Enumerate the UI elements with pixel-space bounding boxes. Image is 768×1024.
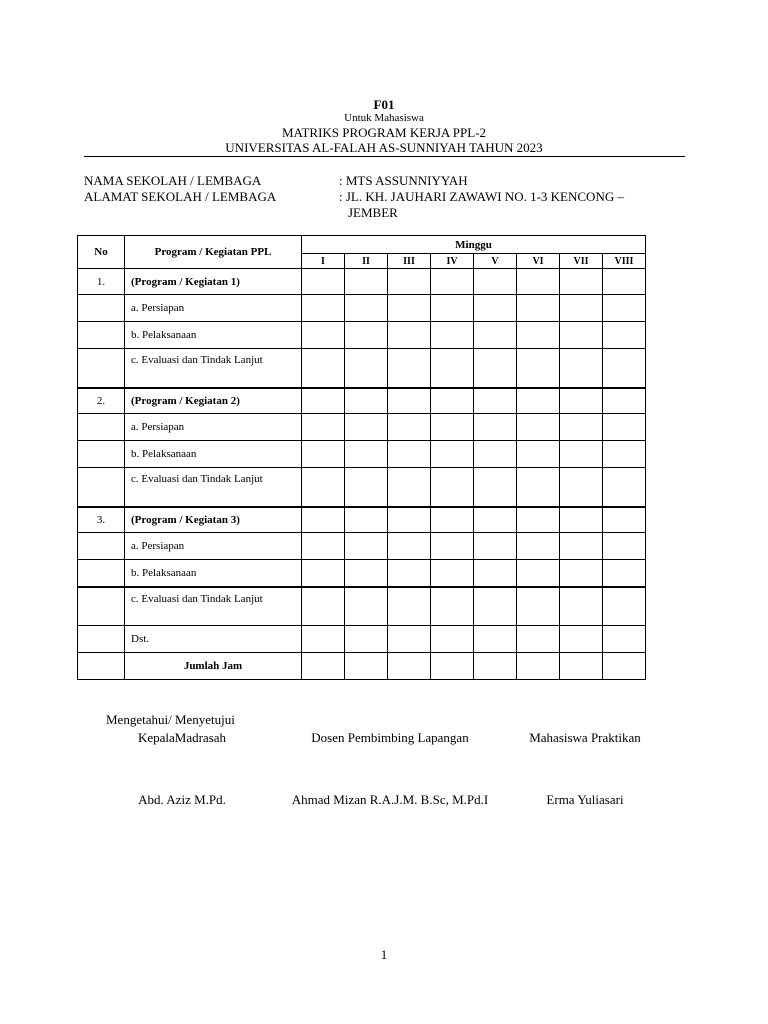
week-cell — [603, 295, 646, 322]
week-cell — [302, 269, 345, 295]
week-cell — [431, 295, 474, 322]
week-cell — [517, 560, 560, 587]
school-label: NAMA SEKOLAH / LEMBAGA — [84, 173, 262, 188]
week-cell — [603, 626, 646, 653]
week-cell — [345, 653, 388, 680]
week-cell — [474, 533, 517, 560]
week-cell — [474, 295, 517, 322]
week-header: III — [388, 254, 431, 269]
week-cell — [431, 533, 474, 560]
row-number — [78, 441, 125, 468]
week-cell — [603, 269, 646, 295]
week-cell — [560, 626, 603, 653]
student-role: Mahasiswa Praktikan — [529, 730, 641, 745]
week-cell — [302, 322, 345, 349]
week-cell — [560, 587, 603, 626]
week-cell — [560, 468, 603, 507]
program-title: (Program / Kegiatan 3) — [125, 507, 302, 533]
table-row — [78, 414, 646, 441]
week-cell — [474, 441, 517, 468]
row-number — [78, 560, 125, 587]
week-cell — [431, 587, 474, 626]
week-header: V — [474, 254, 517, 269]
week-cell — [560, 533, 603, 560]
week-cell — [517, 533, 560, 560]
table-row — [78, 560, 646, 587]
week-header: I — [302, 254, 345, 269]
approval-line: Mengetahui/ Menyetujui — [106, 712, 235, 727]
week-cell — [388, 349, 431, 388]
week-cell — [474, 322, 517, 349]
form-code: F01 — [373, 97, 395, 112]
week-cell — [560, 322, 603, 349]
program-step: a. Persiapan — [125, 295, 302, 322]
week-cell — [474, 388, 517, 414]
week-cell — [388, 468, 431, 507]
week-cell — [388, 560, 431, 587]
row-number — [78, 626, 125, 653]
week-cell — [302, 468, 345, 507]
week-cell — [560, 507, 603, 533]
col-weeks-header: Minggu — [302, 236, 646, 254]
table-row — [78, 295, 646, 322]
week-cell — [560, 560, 603, 587]
week-cell — [517, 295, 560, 322]
week-cell — [560, 269, 603, 295]
row-number — [78, 468, 125, 507]
week-cell — [474, 468, 517, 507]
week-cell — [603, 414, 646, 441]
week-cell — [517, 269, 560, 295]
week-cell — [345, 414, 388, 441]
week-cell — [431, 414, 474, 441]
table-row — [78, 587, 646, 626]
week-cell — [302, 295, 345, 322]
row-number — [78, 322, 125, 349]
table-row — [78, 349, 646, 388]
table-row — [78, 507, 646, 533]
address-value-cont: JEMBER — [348, 205, 398, 220]
table-row — [78, 653, 646, 680]
week-cell — [474, 587, 517, 626]
week-cell — [431, 349, 474, 388]
header-divider — [84, 156, 685, 157]
week-cell — [302, 388, 345, 414]
week-cell — [431, 269, 474, 295]
program-matrix-table — [77, 235, 646, 680]
table-row — [78, 388, 646, 414]
table-row — [78, 269, 646, 295]
week-cell — [474, 626, 517, 653]
week-header: II — [345, 254, 388, 269]
week-cell — [345, 322, 388, 349]
form-title: MATRIKS PROGRAM KERJA PPL-2 — [281, 125, 487, 140]
total-hours-label: Jumlah Jam — [125, 653, 302, 680]
supervisor-name: Ahmad Mizan R.A.J.M. B.Sc, M.Pd.I — [291, 792, 489, 807]
week-cell — [517, 322, 560, 349]
week-cell — [474, 349, 517, 388]
principal-name: Abd. Aziz M.Pd. — [138, 792, 226, 807]
supervisor-role: Dosen Pembimbing Lapangan — [311, 730, 469, 745]
week-cell — [388, 533, 431, 560]
week-cell — [302, 560, 345, 587]
week-cell — [517, 587, 560, 626]
week-cell — [517, 653, 560, 680]
week-cell — [345, 560, 388, 587]
row-number — [78, 653, 125, 680]
week-cell — [474, 507, 517, 533]
program-title: (Program / Kegiatan 2) — [125, 388, 302, 414]
program-step: c. Evaluasi dan Tindak Lanjut — [125, 349, 302, 388]
week-cell — [302, 349, 345, 388]
week-cell — [388, 269, 431, 295]
week-cell — [431, 322, 474, 349]
week-cell — [431, 441, 474, 468]
week-cell — [388, 507, 431, 533]
week-cell — [431, 507, 474, 533]
week-cell — [474, 560, 517, 587]
week-cell — [388, 295, 431, 322]
week-cell — [474, 269, 517, 295]
week-cell — [603, 388, 646, 414]
week-cell — [431, 388, 474, 414]
week-cell — [431, 626, 474, 653]
table-row — [78, 468, 646, 507]
week-cell — [517, 388, 560, 414]
table-row — [78, 626, 646, 653]
week-cell — [560, 441, 603, 468]
week-cell — [345, 533, 388, 560]
week-cell — [388, 653, 431, 680]
dst-row-label: Dst. — [125, 626, 302, 653]
week-cell — [388, 441, 431, 468]
week-cell — [474, 414, 517, 441]
week-cell — [517, 507, 560, 533]
week-cell — [517, 626, 560, 653]
week-cell — [345, 441, 388, 468]
table-row — [78, 533, 646, 560]
table-body — [78, 269, 646, 680]
week-cell — [603, 441, 646, 468]
program-step: b. Pelaksanaan — [125, 560, 302, 587]
principal-role: KepalaMadrasah — [137, 730, 227, 745]
page-number: 1 — [380, 947, 388, 962]
col-no-header: No — [78, 236, 125, 269]
university-title: UNIVERSITAS AL-FALAH AS-SUNNIYAH TAHUN 2023 — [225, 140, 543, 155]
week-cell — [517, 414, 560, 441]
week-cell — [345, 269, 388, 295]
row-number: 3. — [78, 507, 125, 533]
week-header: VI — [517, 254, 560, 269]
week-cell — [517, 468, 560, 507]
week-header: IV — [431, 254, 474, 269]
week-header: VII — [560, 254, 603, 269]
week-cell — [517, 441, 560, 468]
row-number: 2. — [78, 388, 125, 414]
week-cell — [388, 322, 431, 349]
week-cell — [431, 653, 474, 680]
table-row — [78, 441, 646, 468]
week-cell — [388, 414, 431, 441]
week-cell — [431, 468, 474, 507]
form-subtitle: Untuk Mahasiswa — [344, 112, 424, 124]
week-cell — [345, 587, 388, 626]
row-number — [78, 414, 125, 441]
col-program-header: Program / Kegiatan PPL — [125, 236, 302, 269]
week-cell — [560, 414, 603, 441]
week-cell — [345, 507, 388, 533]
week-cell — [603, 533, 646, 560]
week-cell — [603, 507, 646, 533]
week-cell — [302, 414, 345, 441]
week-cell — [560, 349, 603, 388]
row-number — [78, 295, 125, 322]
week-cell — [560, 388, 603, 414]
row-number — [78, 349, 125, 388]
school-value: : MTS ASSUNNIYYAH — [339, 173, 468, 188]
program-step: b. Pelaksanaan — [125, 441, 302, 468]
week-cell — [302, 533, 345, 560]
program-step: c. Evaluasi dan Tindak Lanjut — [125, 587, 302, 626]
week-cell — [345, 295, 388, 322]
week-cell — [603, 560, 646, 587]
week-cell — [603, 349, 646, 388]
week-cell — [603, 653, 646, 680]
student-name: Erma Yuliasari — [546, 792, 624, 807]
address-value: : JL. KH. JAUHARI ZAWAWI NO. 1-3 KENCONG – — [339, 189, 624, 204]
week-cell — [345, 349, 388, 388]
week-cell — [302, 441, 345, 468]
week-cell — [474, 653, 517, 680]
week-cell — [560, 295, 603, 322]
week-header: VIII — [603, 254, 646, 269]
week-cell — [388, 388, 431, 414]
address-label: ALAMAT SEKOLAH / LEMBAGA — [84, 189, 277, 204]
program-step: a. Persiapan — [125, 414, 302, 441]
row-number: 1. — [78, 269, 125, 295]
week-cell — [603, 322, 646, 349]
program-step: a. Persiapan — [125, 533, 302, 560]
week-cell — [302, 653, 345, 680]
program-title: (Program / Kegiatan 1) — [125, 269, 302, 295]
week-cell — [517, 349, 560, 388]
week-cell — [560, 653, 603, 680]
program-step: c. Evaluasi dan Tindak Lanjut — [125, 468, 302, 507]
week-cell — [345, 626, 388, 653]
week-cell — [431, 560, 474, 587]
table-row — [78, 322, 646, 349]
week-cell — [302, 587, 345, 626]
row-number — [78, 587, 125, 626]
week-cell — [302, 507, 345, 533]
week-cell — [345, 468, 388, 507]
week-cell — [603, 587, 646, 626]
program-step: b. Pelaksanaan — [125, 322, 302, 349]
week-cell — [345, 388, 388, 414]
week-cell — [388, 626, 431, 653]
week-cell — [603, 468, 646, 507]
row-number — [78, 533, 125, 560]
week-cell — [302, 626, 345, 653]
week-cell — [388, 587, 431, 626]
